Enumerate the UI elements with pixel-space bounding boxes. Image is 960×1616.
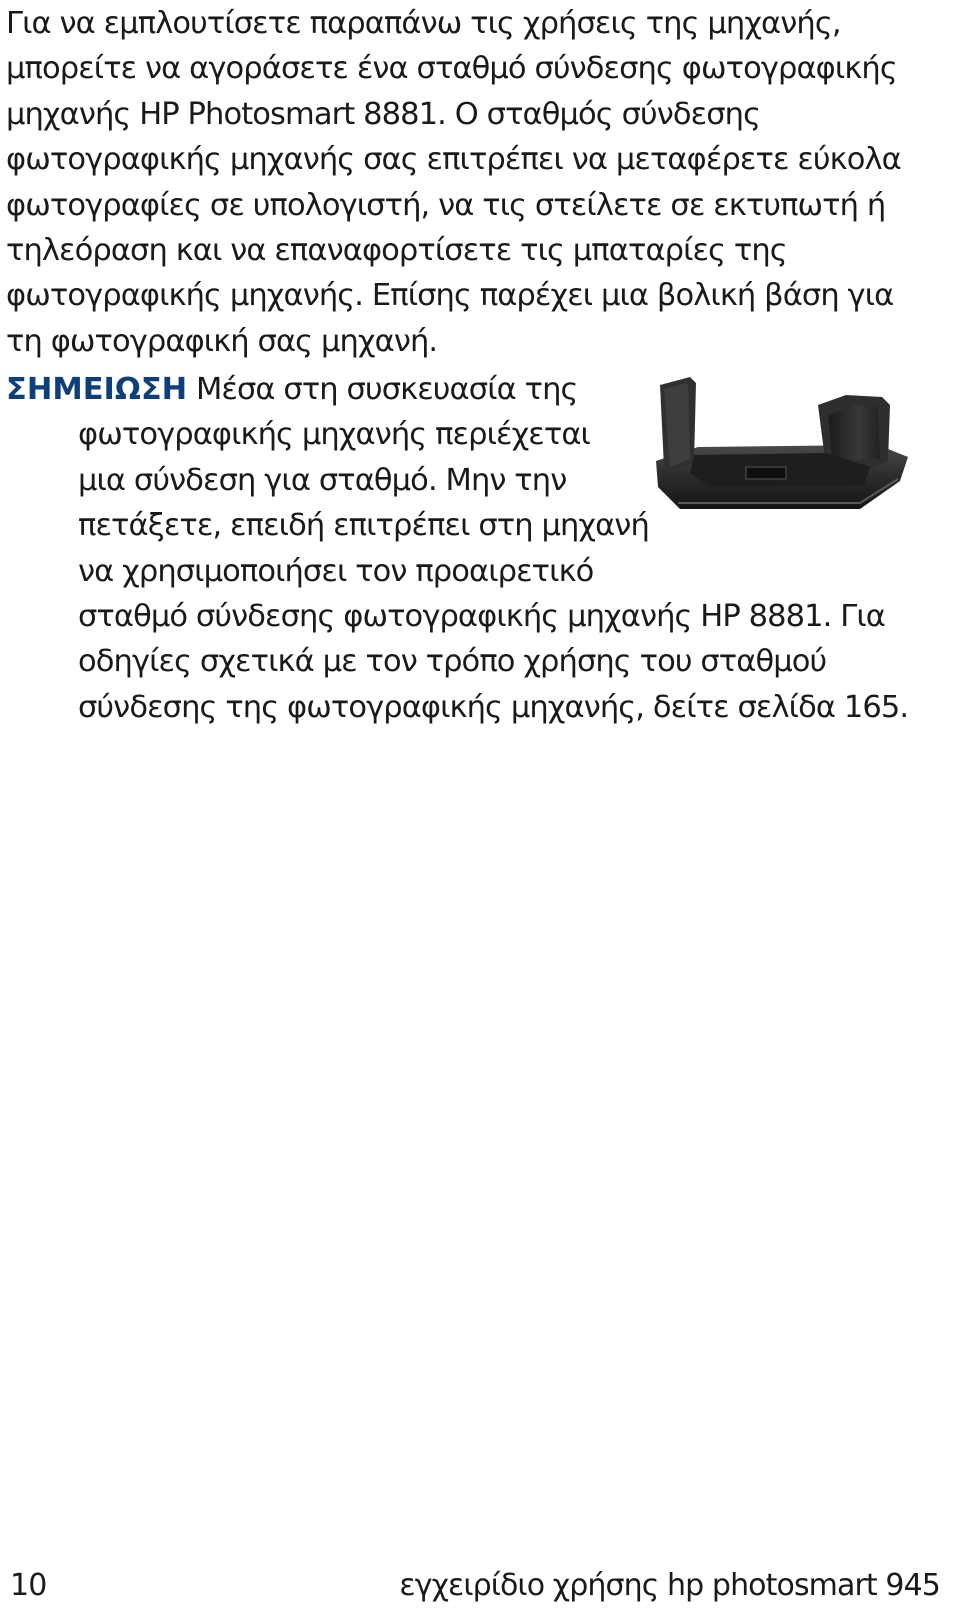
note-first-line-text: Μέσα στη συσκευασία της — [195, 372, 578, 407]
paragraph-line: μηχανής HP Photosmart 8881. Ο σταθμός σύνδεσης — [6, 96, 761, 132]
note-line: πετάξετε, επειδή επιτρέπει στη μηχανή — [78, 508, 649, 544]
paragraph-line: Για να εμπλουτίσετε παραπάνω τις χρήσεις της μηχανής, — [6, 6, 841, 41]
paragraph-line: φωτογραφικής μηχανής. Επίσης παρέχει μια βολική βάση για — [6, 278, 894, 314]
note-line: σταθμό σύνδεσης φωτογραφικής μηχανής HP 8881. Για — [78, 599, 885, 635]
dock-insert-image — [650, 375, 912, 515]
note-line: σύνδεσης της φωτογραφικής μηχανής, δείτε σελίδα 165. — [78, 689, 909, 725]
paragraph-line: τη φωτογραφική σας μηχανή. — [6, 323, 438, 359]
paragraph-line: τηλεόραση και να επαναφορτίσετε τις μπαταρίες της — [6, 233, 787, 269]
paragraph-line: μπορείτε να αγοράσετε ένα σταθμό σύνδεσης φωτογραφικής — [6, 51, 897, 87]
intro-paragraph — [6, 0, 946, 364]
note-label: ΣΗΜΕΙΩΣΗ — [6, 372, 188, 407]
note-line: μια σύνδεση για σταθμό. Μην την — [78, 462, 567, 498]
note-line: φωτογραφικής μηχανής περιέχεται — [78, 417, 590, 453]
paragraph-line: φωτογραφικής μηχανής σας επιτρέπει να μεταφέρετε εύκολα — [6, 142, 901, 178]
paragraph-line: φωτογραφίες σε υπολογιστή, να τις στείλετε σε εκτυπωτή ή — [6, 187, 886, 223]
page-number: 10 — [10, 1568, 47, 1603]
note-line: οδηγίες σχετικά με τον τρόπο χρήσης του σταθμού — [78, 644, 827, 680]
note-line: να χρησιμοποιήσει τον προαιρετικό — [78, 553, 594, 589]
footer-title: εγχειρίδιο χρήσης hp photosmart 945 — [399, 1568, 940, 1603]
